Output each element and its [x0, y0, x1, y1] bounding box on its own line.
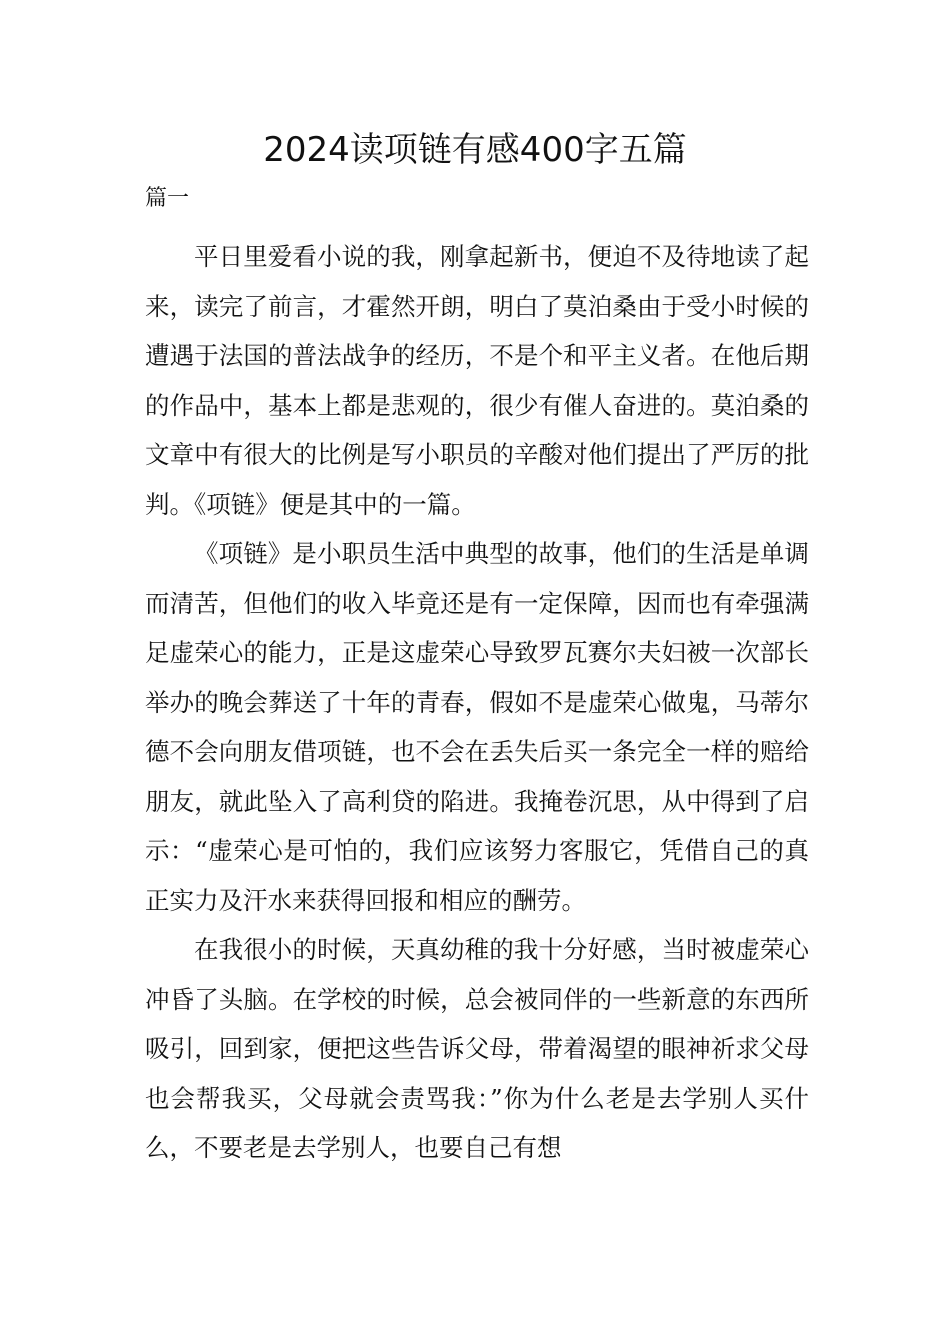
- paragraph-3: 在我很小的时候，天真幼稚的我十分好感，当时被虚荣心冲昏了头脑。在学校的时候，总会被同伴的一些新意的东西所吸引，回到家，便把这些告诉父母，带着渴望的眼神祈求父母也会帮我买，父母就会责骂我：”你为什么老是去学别人买什么，不要老是去学别人，也要自己有想: [145, 935, 809, 1162]
- paragraph-2: 《项链》是小职员生活中典型的故事，他们的生活是单调而清苦，但他们的收入毕竟还是有一定保障，因而也有牵强满足虚荣心的能力，正是这虚荣心导致罗瓦赛尔夫妇被一次部长举办的晚会葬送了十年的青春，假如不是虚荣心做鬼，马蒂尔德不会向朋友借项链，也不会在丢失后买一条完全一样的赔给朋友，就此坠入了高利贷的陷进。我掩卷沉思，从中得到了启示：“虚荣心是可怕的，我们应该努力客服它，凭借自己的真正实力及汗水来获得回报和相应的酬劳。: [145, 539, 809, 915]
- document-title: 2024读项链有感400字五篇: [263, 130, 687, 170]
- section-label: 篇一: [145, 186, 190, 211]
- document-body: [145, 232, 809, 1173]
- paragraph-1: 平日里爱看小说的我，刚拿起新书，便迫不及待地读了起来，读完了前言，才霍然开朗，明白了莫泊桑由于受小时候的遭遇于法国的普法战争的经历，不是个和平主义者。在他后期的作品中，基本上都是悲观的，很少有催人奋进的。莫泊桑的文章中有很大的比例是写小职员的辛酸对他们提出了严厉的批判。《项链》便是其中的一篇。: [145, 242, 809, 519]
